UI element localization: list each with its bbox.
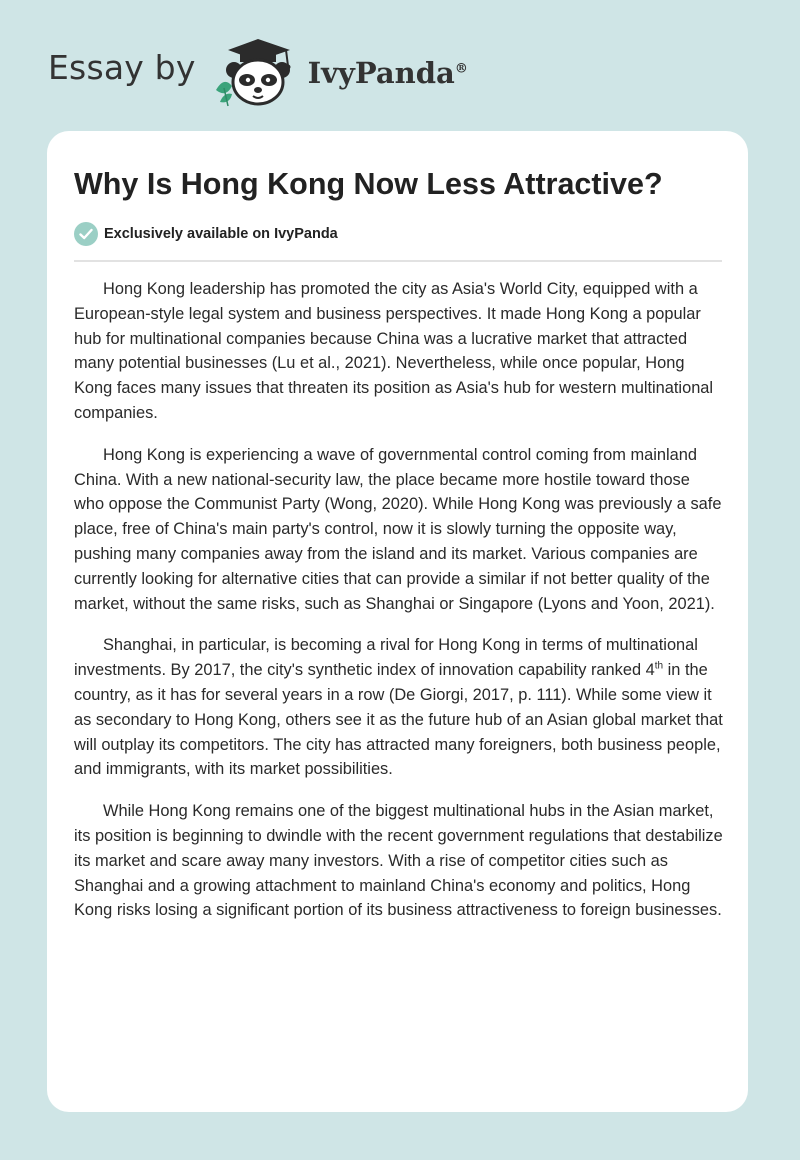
paragraph-3 bbox=[74, 633, 724, 782]
brand-name[interactable] bbox=[308, 56, 468, 90]
panda-graduate-icon[interactable] bbox=[210, 36, 306, 108]
paragraph-1: Hong Kong leadership has promoted the city as Asia's World City, equipped with a European-style legal system and business perspectives. It made Hong Kong a popular hub for multinational companies because China was a lucrative market that attracted many potential businesses (Lu et al., 2021). Nevertheless, while once popular, Hong Kong faces many issues that threaten its position as Asia's hub for western multinational companies. bbox=[74, 280, 714, 422]
paragraph-3-part-1: Shanghai, in particular, is becoming a rival for Hong Kong in terms of multinational investments. By 2017, the city's synthetic index of innovation capability ranked 4 bbox=[74, 636, 698, 680]
paragraph-4: While Hong Kong remains one of the biggest multinational hubs in the Asian market, its position is beginning to dwindle with the recent government regulations that destabilize its market and scare away many investors. With a rise of competitor cities such as Shanghai and a growing attachment to mainland China's economy and politics, Hong Kong risks losing a significant portion of its business attractiveness to foreign businesses. bbox=[74, 802, 723, 920]
exclusive-badge-label: Exclusively available on IvyPanda bbox=[104, 226, 338, 242]
paragraph-2: Hong Kong is experiencing a wave of governmental control coming from mainland China. With a new national-security law, the place became more hostile toward those who oppose the Communist Party (Wong, 2020). While Hong Kong was previously a safe place, free of China's main party's control, now it is slowly turning the opposite way, pushing many companies away from the island and its market. Various companies are currently looking for alternative cities that can provide a similar if not better quality of the market, without the same risks, such as Shanghai or Singapore (Lyons and Yoon, 2021). bbox=[74, 445, 722, 613]
check-icon bbox=[74, 222, 98, 246]
essay-card bbox=[47, 131, 748, 1112]
site-header bbox=[48, 36, 468, 108]
exclusive-badge bbox=[74, 222, 338, 246]
essay-title: Why Is Hong Kong Now Less Attractive? bbox=[74, 167, 663, 201]
brand-name-text: IvyPanda bbox=[307, 56, 455, 90]
paragraph-3-part-2: in the country, as it has for several years in a row (De Giorgi, 2017, p. 111). While some view it as secondary to Hong Kong, others see it as the future hub of an Asian global market that will outplay its competitors. The city has attracted many foreigners, both business people, and immigrants, with its market possibilities. bbox=[74, 661, 723, 779]
divider bbox=[74, 260, 722, 262]
brand-prefix: Essay by bbox=[48, 47, 196, 87]
registered-mark: ® bbox=[454, 61, 468, 77]
ordinal-suffix: th bbox=[654, 660, 664, 672]
essay-body bbox=[74, 277, 724, 940]
